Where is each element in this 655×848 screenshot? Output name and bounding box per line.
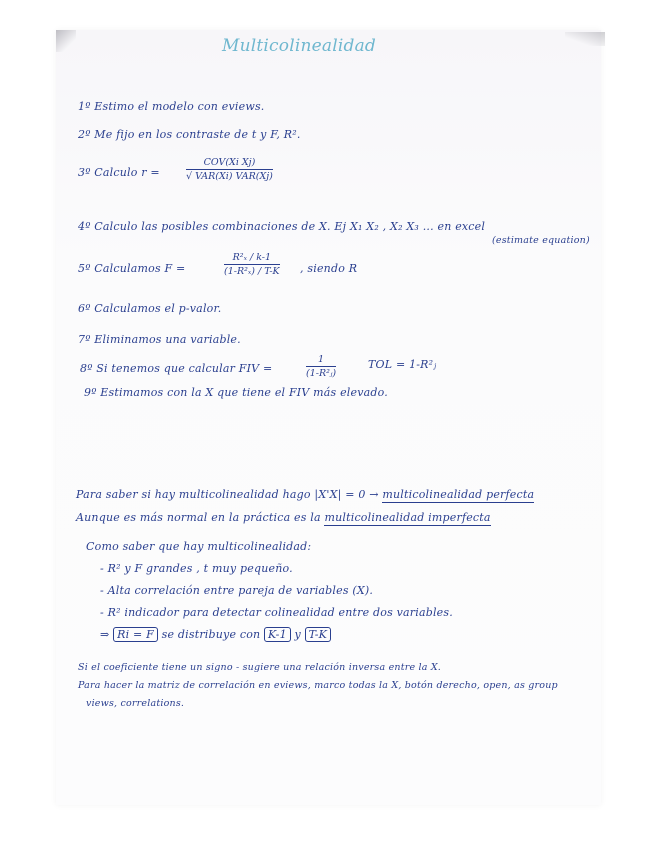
step-text: Calculo r = [94, 166, 160, 179]
correlation-formula [186, 157, 273, 182]
perfect-multicollinearity: multicolinealidad perfecta [382, 488, 535, 501]
tol-formula: TOL = 1-R²ⱼ [368, 358, 437, 371]
step-1 [78, 100, 264, 113]
closing-line-1: Si el coeficiente tiene un signo - sugiere una relación inversa entre la X. [78, 662, 442, 673]
step-text: Si tenemos que calcular FIV = [96, 362, 273, 375]
formula-numerator: R²ₓ / k-1 [224, 252, 280, 265]
closing-line-2: Para hacer la matriz de correlación en eviews, marco todas la X, botón derecho, open, as group [78, 680, 558, 691]
page-title: Multicolinealidad [222, 36, 377, 56]
bullet-text: y [294, 628, 301, 641]
step-9 [84, 386, 388, 399]
formula-denominator: (1-R²ⱼ) [306, 368, 337, 379]
step-number: 5º [78, 262, 91, 275]
step-text: Calculamos F = [94, 262, 186, 275]
step-2 [78, 128, 301, 141]
detect-bullet-4 [100, 628, 331, 641]
step-text: Estimamos con la X que tiene el FIV más elevado. [100, 386, 388, 399]
step-7 [78, 333, 241, 346]
boxed-df2: T-K [305, 627, 331, 642]
step-number: 6º [78, 302, 91, 315]
formula-numerator: COV(Xi Xj) [186, 157, 273, 170]
formula-denominator: (1-R²ₓ) / T-K [224, 266, 280, 277]
implies-arrow: ⇒ [100, 628, 110, 641]
page-corner-shadow [565, 32, 605, 46]
step-4 [78, 220, 485, 233]
boxed-df1: K-1 [264, 627, 291, 642]
step-text: Eliminamos una variable. [94, 333, 241, 346]
imperfect-multicollinearity: multicolinealidad imperfecta [324, 511, 491, 524]
step-text: Estimo el modelo con eviews. [94, 100, 265, 113]
detect-bullet-3: - R² indicador para detectar colinealidad entre dos variables. [100, 606, 453, 619]
step-5-suffix: , siendo R [300, 262, 358, 275]
step-number: 1º [78, 100, 91, 113]
formula-denominator: √ VAR(Xi) VAR(Xj) [186, 171, 273, 182]
paragraph-text: Para saber si hay multicolinealidad hago |X'X| = 0 → [76, 488, 379, 501]
step-8 [80, 362, 272, 375]
detect-bullet-2: - Alta correlación entre pareja de variables (X). [100, 584, 374, 597]
step-text: Calculamos el p-valor. [94, 302, 222, 315]
step-6 [78, 302, 221, 315]
closing-line-3: views, correlations. [86, 698, 185, 709]
step-text: Me fijo en los contraste de t y F, R². [94, 128, 301, 141]
bullet-text: se distribuye con [161, 628, 261, 641]
paragraph-text: Aunque es más normal en la práctica es la [76, 511, 321, 524]
step-number: 4º [78, 220, 91, 233]
detect-bullet-1: - R² y F grandes , t muy pequeño. [100, 562, 293, 575]
step-number: 8º [80, 362, 93, 375]
formula-numerator: 1 [306, 354, 336, 367]
f-formula [224, 252, 280, 277]
step-number: 3º [78, 166, 91, 179]
step-number: 9º [84, 386, 97, 399]
paragraph-line-2 [76, 511, 491, 524]
fiv-formula [306, 354, 336, 379]
boxed-formula: Ri = F [113, 627, 158, 642]
detect-heading: Como saber que hay multicolinealidad: [86, 540, 312, 553]
step-3 [78, 166, 160, 179]
step-number: 7º [78, 333, 91, 346]
step-5 [78, 262, 185, 275]
step-4-note: (estimate equation) [492, 235, 590, 246]
page-corner-shadow [56, 30, 76, 52]
step-text: Calculo las posibles combinaciones de X. Ej X₁ X₂ , X₂ X₃ ... en excel [94, 220, 486, 233]
step-number: 2º [78, 128, 91, 141]
paragraph-line-1 [76, 488, 534, 501]
